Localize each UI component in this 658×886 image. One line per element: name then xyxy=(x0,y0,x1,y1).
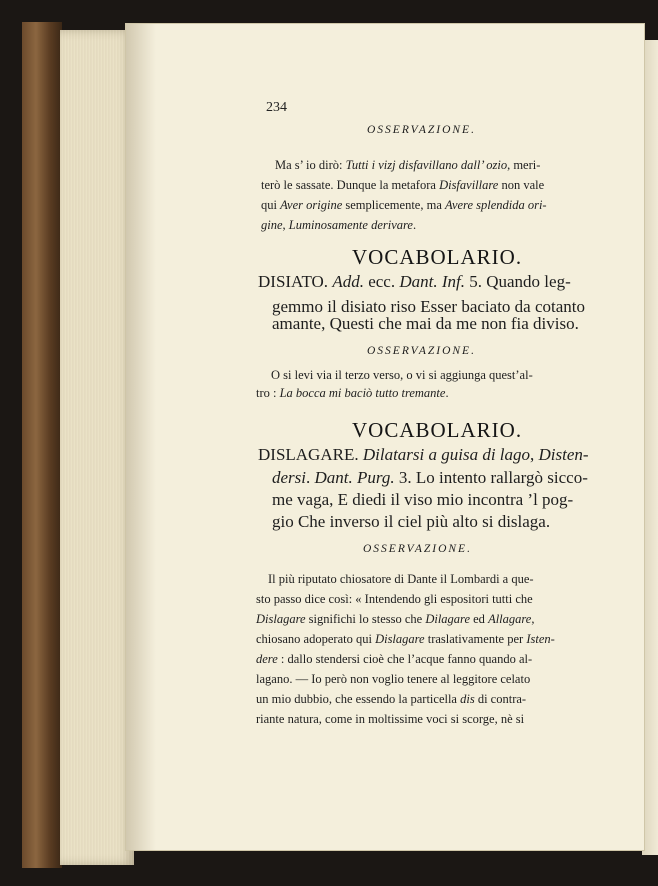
text-segment: Ma s’ io dirò: xyxy=(275,158,346,172)
page-number: 234 xyxy=(266,100,287,115)
text-segment: Dant. Inf. xyxy=(399,272,465,291)
text-segment: me vaga, E diedi il viso mio incontra ’l pog- xyxy=(272,490,574,509)
facing-page-edge xyxy=(642,40,658,855)
text-segment: Dilatarsi a guisa di lago xyxy=(362,445,531,464)
text-segment: di contra- xyxy=(474,692,527,706)
text-segment: lagano. — Io però non voglio tenere al leggitore celato xyxy=(256,672,531,686)
text-segment: Disfavillare xyxy=(439,178,499,192)
text-segment: ed xyxy=(470,612,489,626)
text-segment: La bocca mi baciò tutto tremante xyxy=(279,386,446,400)
section1-line xyxy=(261,198,547,213)
section1-line xyxy=(275,158,540,173)
text-segment: Dant. Purg. xyxy=(314,468,395,487)
text-segment: terò le sassate. Dunque la metafora xyxy=(261,178,440,192)
text-segment: . xyxy=(445,386,449,400)
text-segment: 3. Lo intento rallargò sicco- xyxy=(394,468,588,487)
section3-line xyxy=(256,632,555,647)
vocab2-line xyxy=(272,512,550,532)
section3-line xyxy=(256,712,524,727)
text-segment: significhi lo stesso che xyxy=(305,612,426,626)
section1-line xyxy=(261,178,544,193)
text-segment: DISLAGARE. xyxy=(258,445,363,464)
vocab1-line xyxy=(258,272,571,292)
text-segment: riante natura, come in moltissime voci si scorge, nè si xyxy=(256,712,525,726)
text-segment: Avere splendida ori- xyxy=(445,198,547,212)
text-segment: O si levi via il terzo verso, o vi si aggiunga quest’al- xyxy=(271,368,533,382)
text-segment: dersi xyxy=(272,468,306,487)
section3-heading: OSSERVAZIONE. xyxy=(363,543,472,555)
text-segment: amante, Questi che mai da me non fia diviso. xyxy=(272,314,579,333)
text-segment: : dallo stendersi cioè che l’acque fanno quando al- xyxy=(277,652,533,666)
text-segment: Isten- xyxy=(526,632,555,646)
text-segment: Allagare xyxy=(488,612,532,626)
text-segment: gio Che inverso il ciel più alto si dislaga. xyxy=(272,512,551,531)
vocab2-line xyxy=(272,490,573,510)
text-segment: semplicemente, ma xyxy=(342,198,445,212)
text-segment: Dislagare xyxy=(375,632,425,646)
text-segment: dis xyxy=(460,692,475,706)
vocab1-line xyxy=(272,314,579,334)
text-segment: Il più riputato chiosatore di Dante il Lombardi a que- xyxy=(268,572,534,586)
text-segment: un mio dubbio, che essendo la particella xyxy=(256,692,461,706)
text-segment: Add. xyxy=(332,272,364,291)
text-segment: Luminosamente derivare xyxy=(288,218,413,232)
text-segment: . xyxy=(306,468,315,487)
text-segment: chiosano adoperato qui xyxy=(256,632,376,646)
vocab1-title: VOCABOLARIO. xyxy=(352,245,523,269)
section3-line xyxy=(256,592,533,607)
text-segment: Dilagare xyxy=(425,612,470,626)
vocab2-title: VOCABOLARIO. xyxy=(352,418,523,442)
text-segment: gemmo il disiato riso Esser baciato da cotanto xyxy=(272,297,586,316)
section3-line xyxy=(256,652,532,667)
text-segment: tro : xyxy=(256,386,280,400)
text-segment: 5. Quando leg- xyxy=(464,272,571,291)
section2-line xyxy=(271,368,533,383)
text-segment: Disten- xyxy=(538,445,589,464)
text-segment: , xyxy=(531,612,535,626)
text-segment: Dislagare xyxy=(256,612,306,626)
text-segment: Aver origine xyxy=(280,198,343,212)
text-segment: , meri- xyxy=(507,158,541,172)
section2-line xyxy=(256,386,449,401)
text-segment: , xyxy=(530,445,539,464)
text-segment: traslativamente per xyxy=(424,632,527,646)
section3-line xyxy=(268,572,534,587)
section3-line xyxy=(256,672,530,687)
book-spine xyxy=(22,22,62,868)
text-segment: Tutti i vizj disfavillano dall’ ozio xyxy=(345,158,508,172)
text-segment: . xyxy=(412,218,417,232)
text-segment: ecc. xyxy=(363,272,400,291)
text-segment: dere xyxy=(256,652,278,666)
section1-heading: OSSERVAZIONE. xyxy=(367,124,476,136)
page-edges xyxy=(60,30,134,865)
text-segment: sto passo dice così: « Intendendo gli espositori tutti che xyxy=(256,592,533,606)
text-segment: DISIATO. xyxy=(258,272,333,291)
vocab2-line xyxy=(258,445,589,465)
text-segment: gine xyxy=(261,218,283,232)
section2-heading: OSSERVAZIONE. xyxy=(367,345,476,357)
section3-line xyxy=(256,692,526,707)
text-segment: , xyxy=(282,218,289,232)
section1-line xyxy=(261,218,416,233)
text-segment: qui xyxy=(261,198,281,212)
text-segment: non vale xyxy=(498,178,545,192)
section3-line xyxy=(256,612,534,627)
vocab2-line xyxy=(272,468,588,488)
